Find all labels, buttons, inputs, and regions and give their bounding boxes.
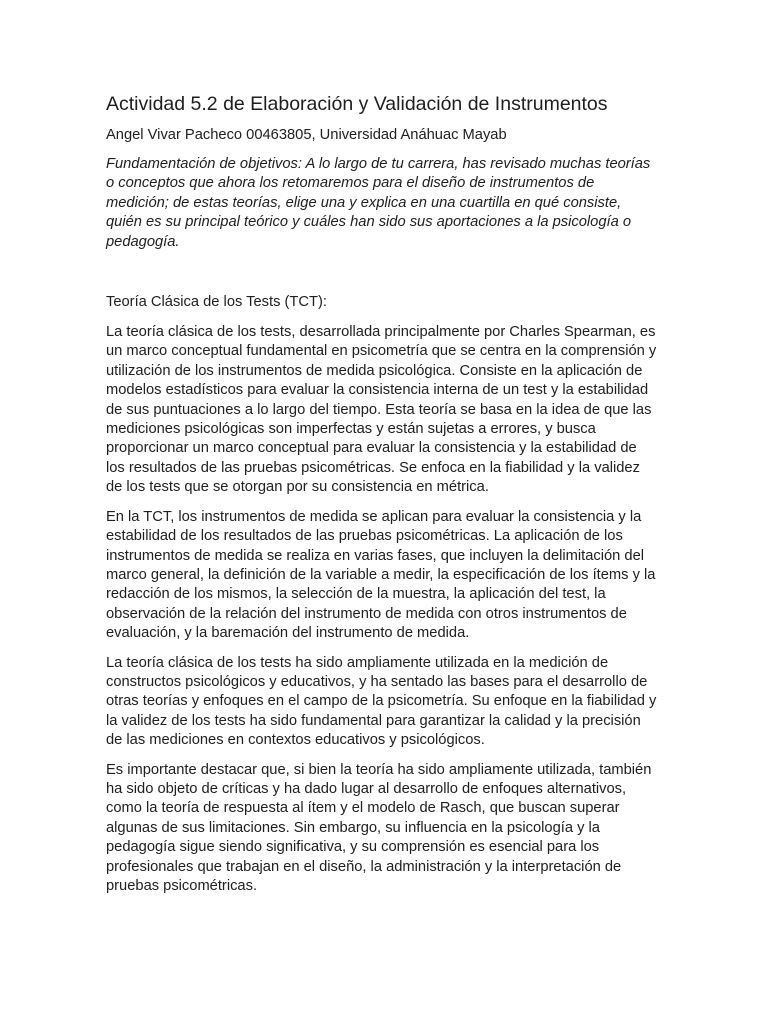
objective-paragraph: Fundamentación de objetivos: A lo largo de tu carrera, has revisado muchas teorías o conceptos que ahora los retomaremos para el diseño de instrumentos de medición; de estas teorías, elige una y explica en una cuartilla en qué consiste, quién es su principal teórico y cuáles han sido sus aportaciones a la psicología o pedagogía.: [106, 156, 651, 250]
document-title: Actividad 5.2 de Elaboración y Validación de Instrumentos: [106, 93, 608, 115]
document-page: [106, 92, 658, 906]
body-paragraph: La teoría clásica de los tests ha sido ampliamente utilizada en la medición de constructos psicológicos y educativos, y ha sentado las bases para el desarrollo de otras teorías y enfoques en el campo de la psicometría. Su enfoque en la fiabilidad y la validez de los tests ha sido fundamental para garantizar la calidad y la precisión de las mediciones en contextos educativos y psicológicos.: [106, 654, 657, 749]
body-paragraph: Es importante destacar que, si bien la teoría ha sido ampliamente utilizada, también ha sido objeto de críticas y ha dado lugar al desarrollo de enfoques alternativos, como la teoría de respuesta al ítem y el modelo de Rasch, que buscan superar algunas de sus limitaciones. Sin embargo, su influencia en la psicología y la pedagogía sigue siendo significativa, y su comprensión es esencial para los profesionales que trabajan en el diseño, la administración y la interpretación de pruebas psicométricas.: [106, 761, 652, 894]
author-line: Angel Vivar Pacheco 00463805, Universidad Anáhuac Mayab: [106, 127, 507, 143]
body-paragraph: En la TCT, los instrumentos de medida se aplican para evaluar la consistencia y la estabilidad de los resultados de las pruebas psicométricas. La aplicación de los instrumentos de medida se realiza en varias fases, que incluyen la delimitación del marco general, la definición de la variable a medir, la especificación de los ítems y la redacción de los mismos, la selección de la muestra, la aplicación del test, la observación de la relación del instrumento de medida con otros instrumentos de evaluación, y la baremación del instrumento de medida.: [106, 508, 656, 642]
body-paragraph: La teoría clásica de los tests, desarrollada principalmente por Charles Spearman, es un marco conceptual fundamental en psicometría que se centra en la comprensión y utilización de los instrumentos de medida psicológica. Consiste en la aplicación de modelos estadísticos para evaluar la consistencia interna de un test y la estabilidad de sus puntuaciones a lo largo del tiempo. Esta teoría se basa en la idea de que las mediciones psicológicas son imperfectas y están sujetas a errores, y busca proporcionar un marco conceptual para evaluar la consistencia y la estabilidad de los resultados de las pruebas psicométricas. Se enfoca en la fiabilidad y la validez de los tests que se otorgan por su consistencia en métrica.: [106, 324, 657, 496]
section-heading: Teoría Clásica de los Tests (TCT):: [106, 294, 327, 311]
